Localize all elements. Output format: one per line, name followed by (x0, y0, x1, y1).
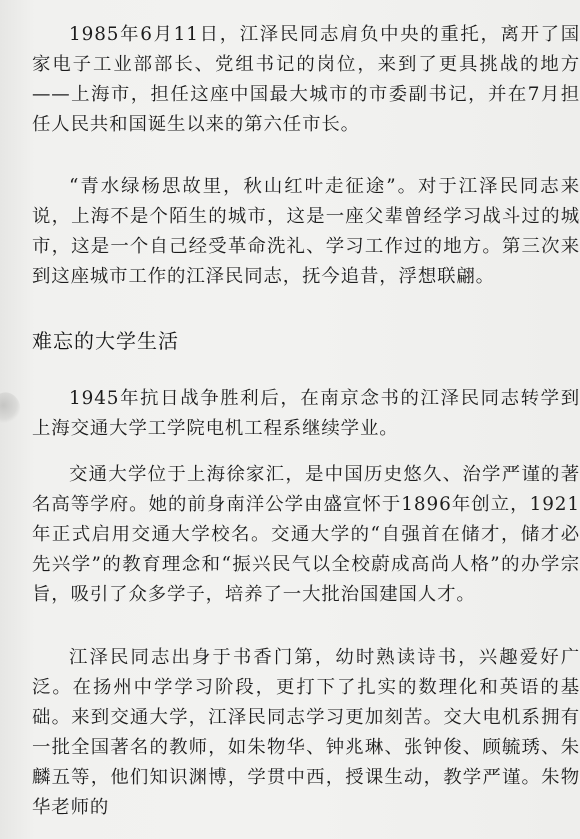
paragraph-appointment: 1985年6月11日，江泽民同志肩负中央的重托，离开了国家电子工业部部长、党组书记的岗位，来到了更具挑战的地方——上海市，担任这座中国最大城市的市委副书记，并在7月担任人民共和国诞生以来的第六任市长。 (32, 24, 580, 135)
section-heading: 难忘的大学生活 (32, 329, 179, 353)
paragraph-jiaotong-university: 交通大学位于上海徐家汇，是中国历史悠久、治学严谨的著名高等学府。她的前身南洋公学由盛宣怀于1896年创立，1921年正式启用交通大学校名。交通大学的“自强首在储才，储才必先兴学”的教育理念和“振兴民气以全校蔚成高尚人格”的办学宗旨，吸引了众多学子，培养了一大批治国建国人才。 (32, 464, 580, 605)
paragraph-shanghai-memories: “青水绿杨思故里，秋山红叶走征途”。对于江泽民同志来说，上海不是个陌生的城市，这是一座父辈曾经学习战斗过的城市，这是一个自己经受革命洗礼、学习工作过的地方。第三次来到这座城市工作的江泽民同志，抚今追昔，浮想联翩。 (32, 176, 580, 287)
paragraph-study-life: 江泽民同志出身于书香门第，幼时熟读诗书，兴趣爱好广泛。在扬州中学学习阶段，更打下了扎实的数理化和英语的基础。来到交通大学，江泽民同志学习更加刻苦。交大电机系拥有一批全国著名的教师，如朱物华、钟兆琳、张钟俊、顾毓琇、朱麟五等，他们知识渊博，学贯中西，授课生动，教学严谨。朱物华老师的 (32, 647, 580, 818)
leaf-ornament (0, 388, 25, 426)
paragraph-transfer: 1945年抗日战争胜利后，在南京念书的江泽民同志转学到上海交通大学工学院电机工程系继续学业。 (32, 388, 580, 439)
